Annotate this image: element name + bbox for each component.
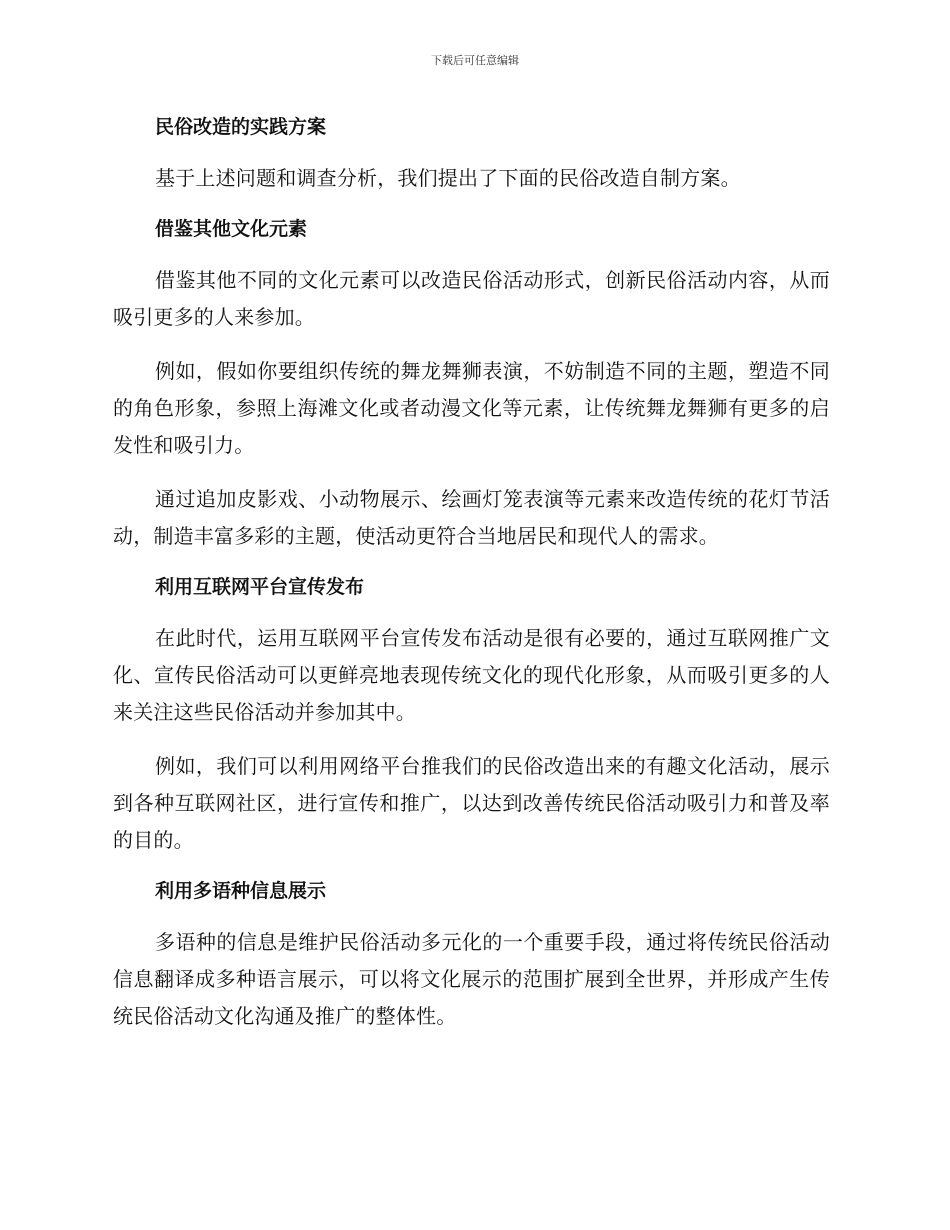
paragraph: 借鉴其他不同的文化元素可以改造民俗活动形式，创新民俗活动内容，从而吸引更多的人来参加。 xyxy=(113,268,830,329)
page-header-note: 下载后可任意编辑 xyxy=(431,54,519,67)
paragraph: 基于上述问题和调查分析，我们提出了下面的民俗改造自制方案。 xyxy=(155,166,741,190)
paragraph: 多语种的信息是维护民俗活动多元化的一个重要手段，通过将传统民俗活动信息翻译成多种语言展示，可以将文化展示的范围扩展到全世界，并形成产生传统民俗活动文化沟通及推广的整体性。 xyxy=(113,930,830,1028)
section-heading-practice-plan: 民俗改造的实践方案 xyxy=(155,116,327,138)
paragraph: 例如，假如你要组织传统的舞龙舞狮表演，不妨制造不同的主题，塑造不同的角色形象，参照上海滩文化或者动漫文化等元素，让传统舞龙舞狮有更多的启发性和吸引力。 xyxy=(113,359,830,457)
paragraph: 在此时代，运用互联网平台宣传发布活动是很有必要的，通过互联网推广文化、宣传民俗活动可以更鲜亮地表现传统文化的现代化形象，从而吸引更多的人来关注这些民俗活动并参加其中。 xyxy=(113,626,830,724)
section-heading-multilingual: 利用多语种信息展示 xyxy=(155,880,327,902)
document-body xyxy=(113,112,830,1035)
section-heading-internet-promotion: 利用互联网平台宣传发布 xyxy=(155,576,365,598)
section-heading-borrow-culture: 借鉴其他文化元素 xyxy=(155,218,308,240)
paragraph: 例如，我们可以利用网络平台推我们的民俗改造出来的有趣文化活动，展示到各种互联网社区，进行宣传和推广，以达到改善传统民俗活动吸引力和普及率的目的。 xyxy=(113,754,830,852)
paragraph: 通过追加皮影戏、小动物展示、绘画灯笼表演等元素来改造传统的花灯节活动，制造丰富多彩的主题，使活动更符合当地居民和现代人的需求。 xyxy=(113,487,830,548)
